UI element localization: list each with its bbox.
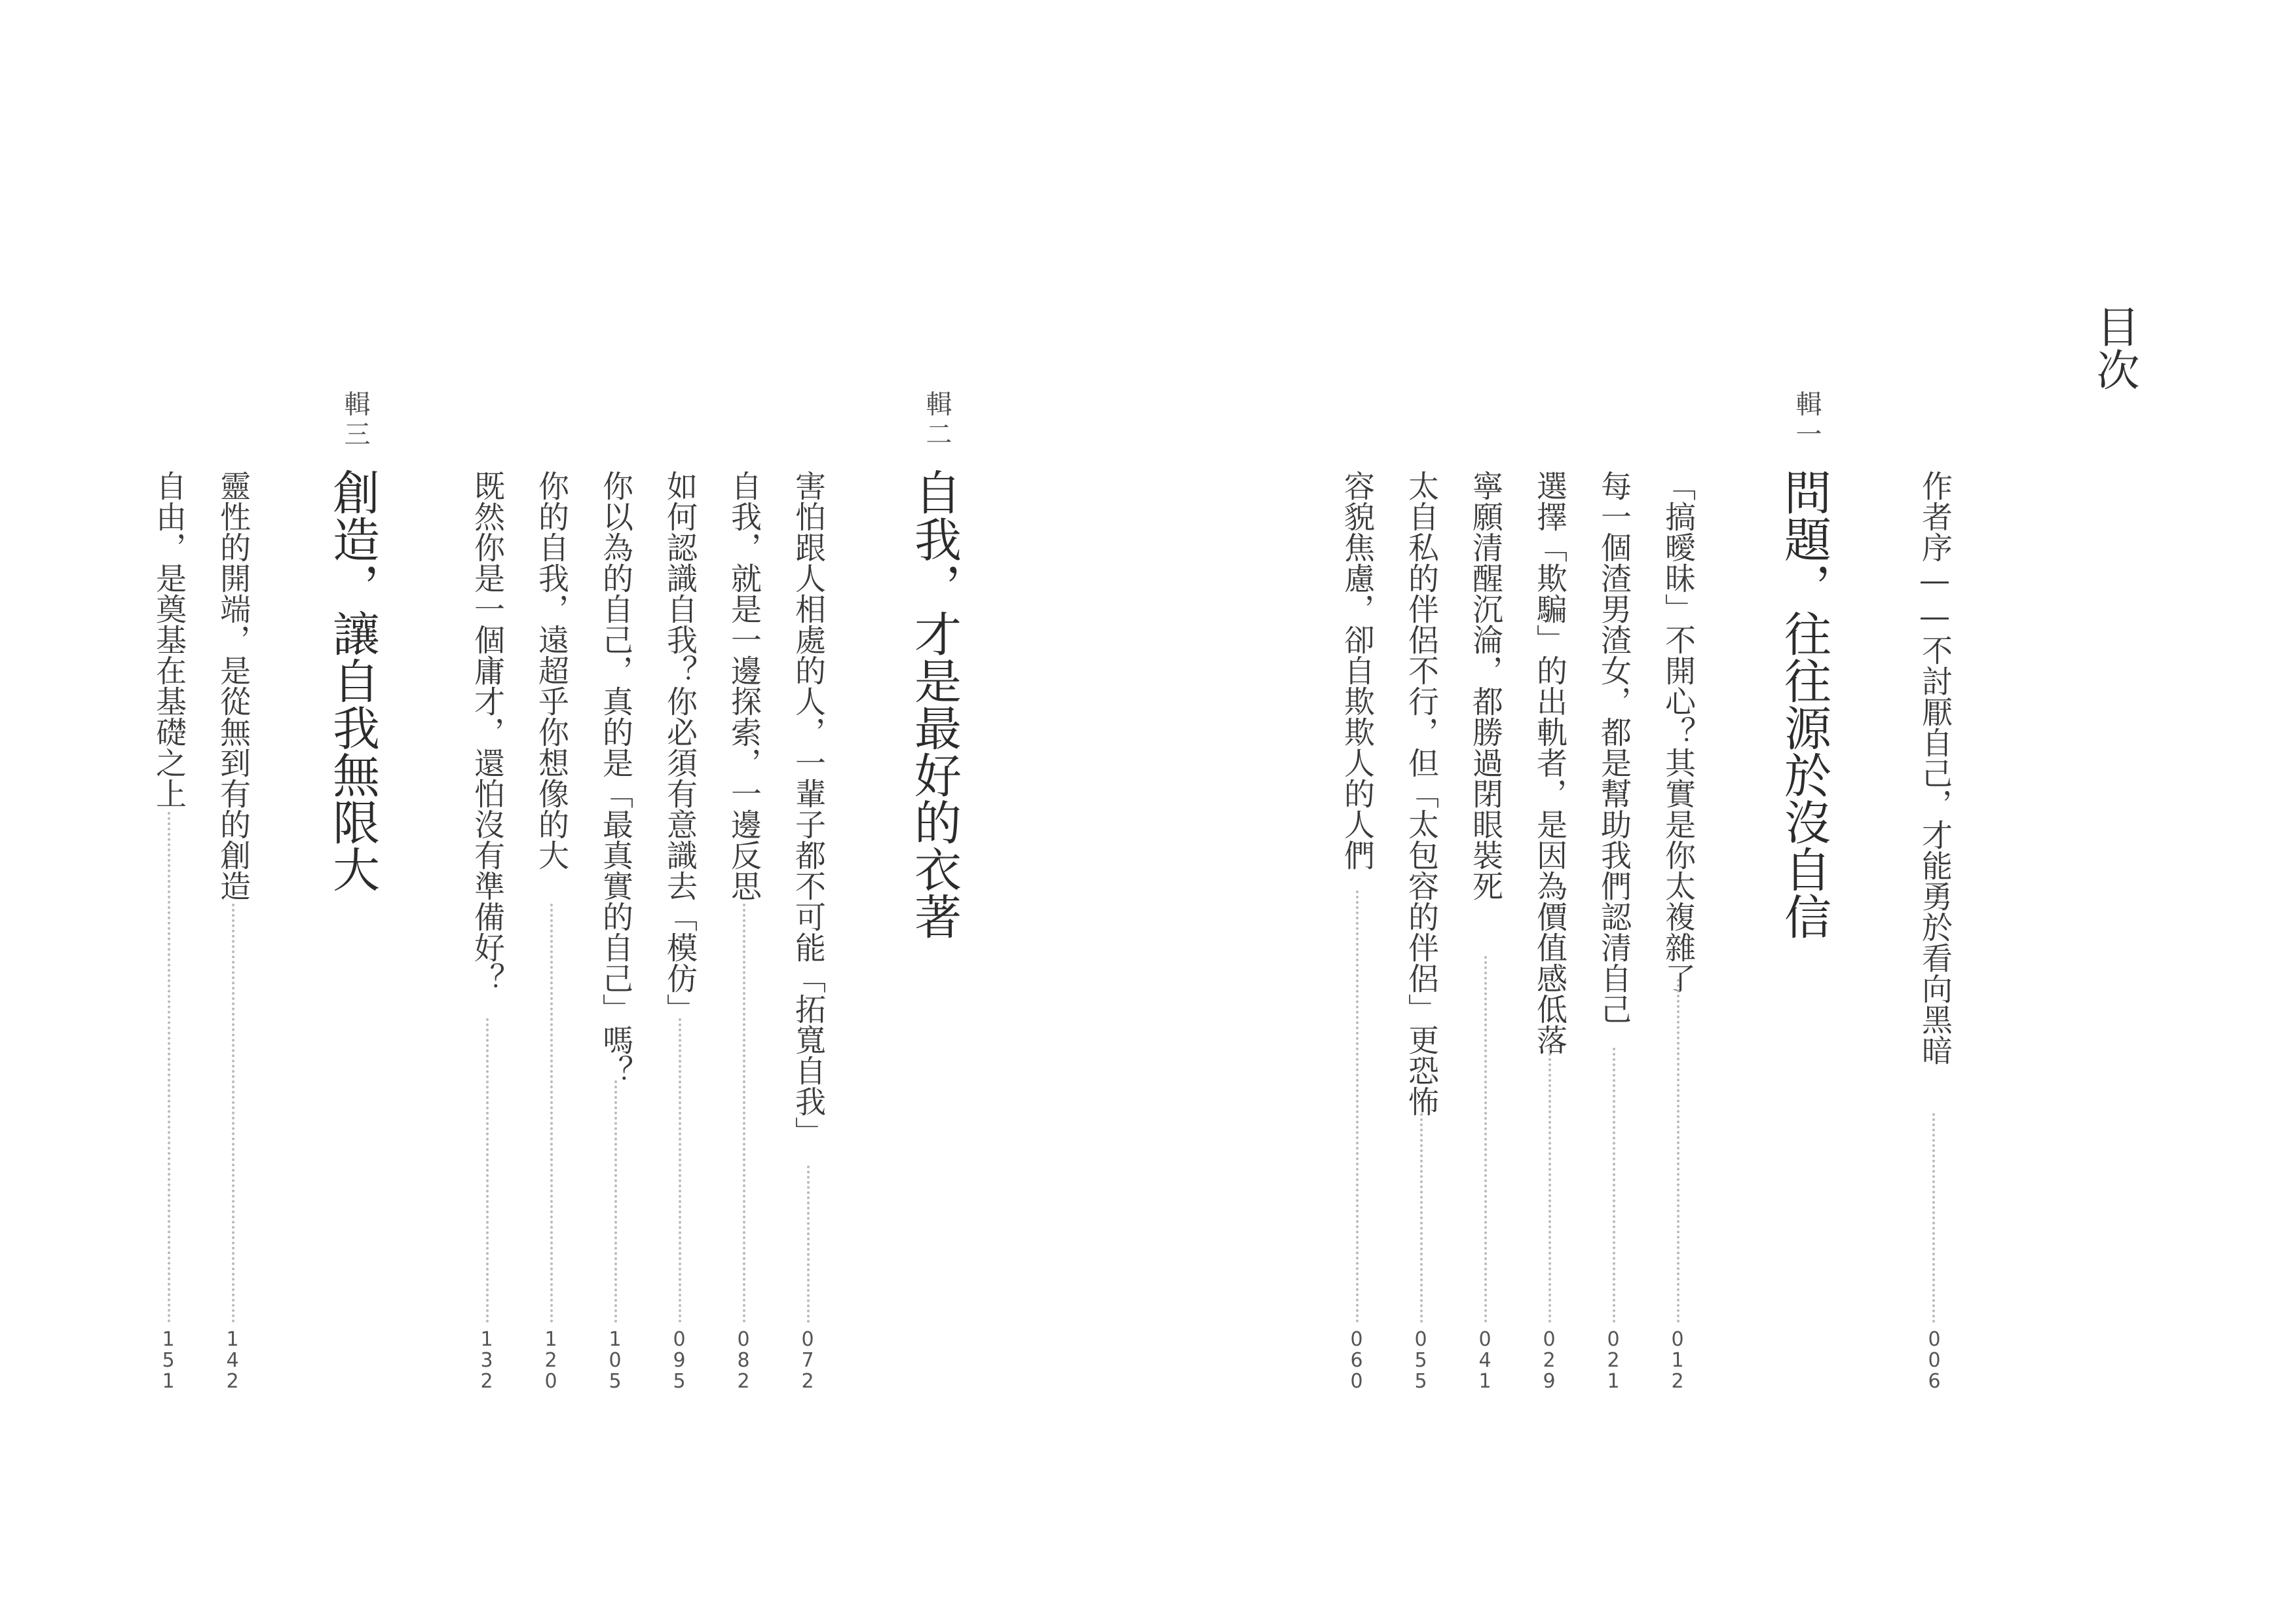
part-label: 輯三 [340,390,370,451]
dot-leader [1677,979,1680,1323]
entry-page: 0 6 0 [1350,1328,1363,1393]
entry-title: 如何認識自我？你必須有意識去「模仿」 [662,470,698,1024]
dot-leader [743,904,745,1323]
entry-title: 你的自我，遠超乎你想像的大 [533,470,569,870]
entry-page: 1 4 2 [226,1328,239,1393]
dot-leader [679,1018,681,1323]
entry-page: 0 1 2 [1671,1328,1684,1393]
dot-leader [1484,956,1487,1323]
entry-page: 0 2 1 [1607,1328,1620,1393]
entry-page: 1 2 0 [544,1328,557,1393]
entry-page: 1 5 1 [162,1328,175,1393]
dot-leader [550,904,553,1323]
dot-leader [486,1018,489,1323]
entry-title: 寧願清醒沉淪，都勝過閉眼裝死 [1467,470,1503,901]
entry-title: 選擇「欺騙」的出軌者，是因為價值感低落 [1531,470,1567,1055]
dot-leader [614,1080,617,1323]
entry-title: 既然你是一個庸才，還怕沒有準備好？ [469,470,505,993]
part-title: 問題，往往源於沒自信 [1776,468,1831,940]
entry-page: 0 4 1 [1478,1328,1492,1393]
entry-page: 1 0 5 [609,1328,622,1393]
entry-page: 1 3 2 [480,1328,493,1393]
toc-title: 目次 [2089,304,2139,391]
entry-title: 靈性的開端，是從無到有的創造 [215,470,251,901]
entry-title: 容貌焦慮，卻自欺欺人的人們 [1339,470,1375,870]
dot-leader [807,1166,810,1323]
part-label: 輯一 [1792,390,1822,451]
entry-page: 0 9 5 [673,1328,686,1393]
dot-leader [1356,891,1359,1323]
entry-title: 作者序——不討厭自己，才能勇於看向黑暗 [1917,470,1953,1065]
part-label: 輯二 [922,390,952,451]
entry-title: 「搞曖昧」不開心？其實是你太複雜了 [1660,470,1696,993]
entry-title: 自由，是奠基在基礎之上 [151,470,187,809]
part-title: 自我，才是最好的衣著 [907,468,962,940]
dot-leader [1420,1113,1423,1323]
entry-title: 你以為的自己，真的是「最真實的自己」嗎？ [597,470,633,1086]
dot-leader [232,904,235,1323]
entry-page: 0 5 5 [1414,1328,1427,1393]
part-title: 創造，讓自我無限大 [325,468,380,893]
entry-title: 自我，就是一邊探索，一邊反思 [726,470,762,901]
entry-page: 0 2 9 [1543,1328,1556,1393]
entry-page: 0 7 2 [801,1328,814,1393]
entry-title: 害怕跟人相處的人，一輩子都不可能「拓寬自我」 [790,470,826,1147]
dot-leader [1549,1048,1551,1323]
dot-leader [1932,1113,1935,1323]
entry-title: 每一個渣男渣女，都是幫助我們認清自己 [1596,470,1632,1024]
entry-page: 0 0 6 [1928,1328,1941,1393]
dot-leader [168,812,170,1323]
entry-title: 太自私的伴侶不行，但「太包容的伴侶」更恐怖 [1403,470,1439,1116]
dot-leader [1613,1048,1615,1323]
entry-page: 0 8 2 [737,1328,750,1393]
